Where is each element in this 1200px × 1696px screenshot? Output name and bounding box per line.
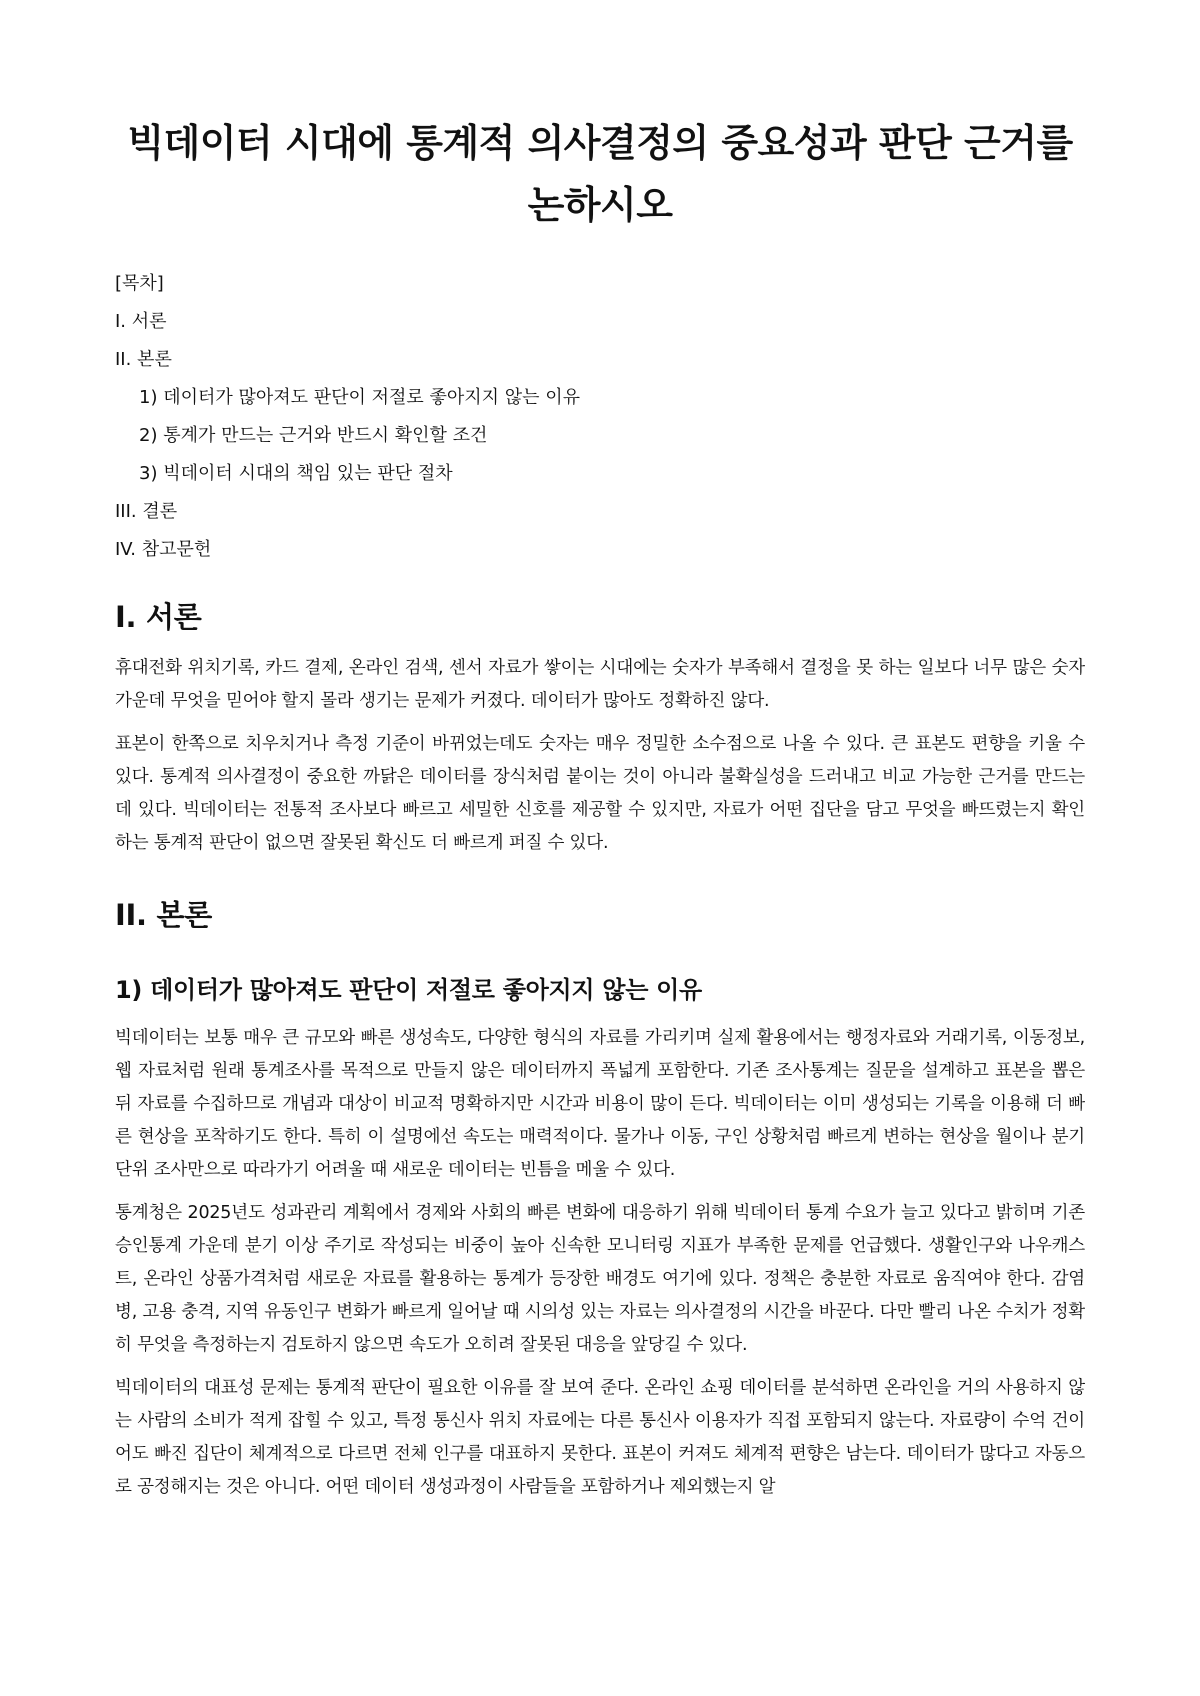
subsection-heading: 1) 데이터가 많아져도 판단이 저절로 좋아지지 않는 이유 [115,976,702,1004]
intro-paragraph: 표본이 한쪽으로 치우치거나 측정 기준이 바뀌었는데도 숫자는 매우 정밀한 소수점으로 나올 수 있다. 큰 표본도 편향을 키울 수 있다. 통계적 의사결정이 중요한 까닭은 데이터를 장식처럼 붙이는 것이 아니라 불확실성을 드러내고 비교 가능한 근거를 만드는 데 있다. 빅데이터는 전통적 조사보다 빠르고 세밀한 신호를 제공할 수 있지만, 자료가 어떤 집단을 담고 무엇을 빠뜨렸는지 확인하는 통계적 판단이 없으면 잘못된 확신도 더 빠르게 퍼질 수 있다. [115,734,1085,853]
toc-subitem: 1) 데이터가 많아져도 판단이 저절로 좋아지지 않는 이유 [139,387,581,408]
toc-subitem: 2) 통계가 만드는 근거와 반드시 확인할 조건 [139,425,488,446]
toc-item: II. 본론 [115,349,172,370]
intro-paragraph: 휴대전화 위치기록, 카드 결제, 온라인 검색, 센서 자료가 쌓이는 시대에는 숫자가 부족해서 결정을 못 하는 일보다 너무 많은 숫자 가운데 무엇을 믿어야 할지 몰라 생기는 문제가 커졌다. 데이터가 많아도 정확하진 않다. [115,658,1085,711]
document-title: 빅데이터 시대에 통계적 의사결정의 중요성과 판단 근거를 논하시오 [127,121,1073,227]
body-paragraph: 빅데이터의 대표성 문제는 통계적 판단이 필요한 이유를 잘 보여 준다. 온라인 쇼핑 데이터를 분석하면 온라인을 거의 사용하지 않는 사람의 소비가 적게 잡힐 수 있고, 특정 통신사 위치 자료에는 다른 통신사 이용자가 직접 포함되지 않는다. 자료량이 수억 건이어도 빠진 집단이 체계적으로 다르면 전체 인구를 대표하지 못한다. 표본이 커져도 체계적 편향은 남는다. 데이터가 많다고 자동으로 공정해지는 것은 아니다. 어떤 데이터 생성과정이 사람들을 포함하거나 제외했는지 알 [115,1378,1085,1497]
toc-subitem: 3) 빅데이터 시대의 책임 있는 판단 절차 [139,463,453,484]
toc-item: III. 결론 [115,501,178,522]
toc-label: [목차] [115,273,164,294]
section-heading-intro: I. 서론 [115,600,202,634]
table-of-contents [115,272,1085,562]
toc-item: I. 서론 [115,311,167,332]
body-paragraph: 통계청은 2025년도 성과관리 계획에서 경제와 사회의 빠른 변화에 대응하기 위해 빅데이터 통계 수요가 늘고 있다고 밝히며 기존 승인통계 가운데 분기 이상 주기로 작성되는 비중이 높아 신속한 모니터링 지표가 부족한 문제를 언급했다. 생활인구와 나우캐스트, 온라인 상품가격처럼 새로운 자료를 활용하는 통계가 등장한 배경도 여기에 있다. 정책은 충분한 자료로 움직여야 한다. 감염병, 고용 충격, 지역 유동인구 변화가 빠르게 일어날 때 시의성 있는 자료는 의사결정의 시간을 바꾼다. 다만 빨리 나온 수치가 정확히 무엇을 측정하는지 검토하지 않으면 속도가 오히려 잘못된 대응을 앞당길 수 있다. [115,1203,1085,1355]
section-heading-body: II. 본론 [115,898,212,932]
section-spacer [115,870,1085,896]
toc-item: IV. 참고문헌 [115,539,212,560]
body-paragraph: 빅데이터는 보통 매우 큰 규모와 빠른 생성속도, 다양한 형식의 자료를 가리키며 실제 활용에서는 행정자료와 거래기록, 이동정보, 웹 자료처럼 원래 통계조사를 목적으로 만들지 않은 데이터까지 폭넓게 포함한다. 기존 조사통계는 질문을 설계하고 표본을 뽑은 뒤 자료를 수집하므로 개념과 대상이 비교적 명확하지만 시간과 비용이 많이 든다. 빅데이터는 이미 생성되는 기록을 이용해 더 빠른 현상을 포착하기도 한다. 특히 이 설명에선 속도는 매력적이다. 물가나 이동, 구인 상황처럼 빠르게 변하는 현상을 월이나 분기 단위 조사만으로 따라가기 어려울 때 새로운 데이터는 빈틈을 메울 수 있다. [115,1028,1085,1180]
